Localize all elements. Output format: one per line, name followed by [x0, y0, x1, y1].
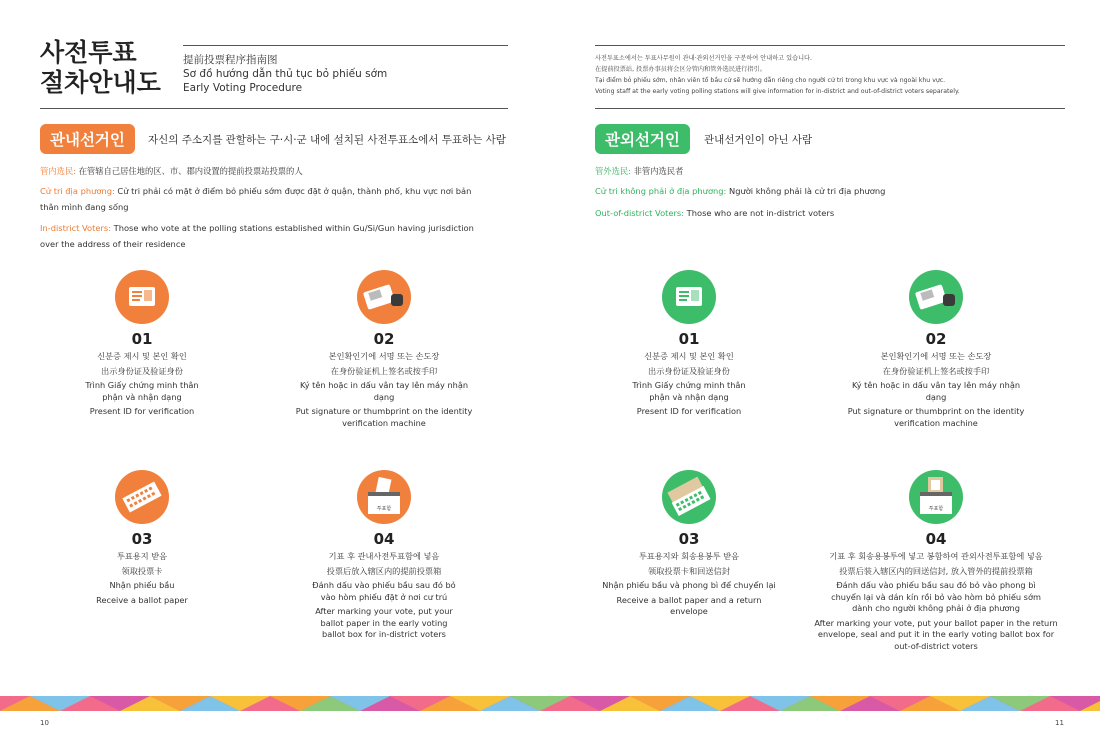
definition-text: Those who vote at the polling stations established within Gu/Si/Gun having jurisdiction over the address of their residence: [40, 223, 474, 249]
step-03: [589, 470, 789, 618]
notes-bottom-rule: [595, 108, 1065, 109]
step-chinese: 领取投票卡: [121, 565, 163, 576]
header-bottom-rule: [40, 108, 508, 109]
step-number: 01: [678, 330, 700, 348]
step-04: [284, 470, 484, 641]
step-03: [42, 470, 242, 606]
definition-chinese: [40, 163, 510, 179]
fingerprint-scanner-icon: [909, 270, 963, 324]
step-korean: 투표용지 받음: [116, 551, 168, 561]
page-title: 사전투표 절차안내도: [40, 38, 161, 97]
step-vietnamese: Trình Giấy chứng minh thân phận và nhận dạng: [632, 380, 746, 402]
definition-chinese: [595, 163, 1065, 179]
step-chinese: 出示身份证及验证身份: [648, 365, 730, 376]
definition-text: Người không phải là cử tri địa phương: [726, 186, 886, 196]
step-chinese: 在身份验证机上签名或按手印: [330, 365, 438, 376]
ballot-box-label: 투표함: [376, 506, 392, 512]
definition-term: Cử tri địa phương:: [40, 186, 115, 196]
definition-term: 管内选民:: [40, 166, 76, 176]
step-chinese: 出示身份证及验证身份: [101, 365, 183, 376]
step-korean: 기표 후 회송용봉투에 넣고 봉함하여 관외사전투표함에 넣음: [829, 551, 1043, 561]
note-vietnamese: Tại điểm bỏ phiếu sớm, nhân viên tổ bầu cử sẽ hướng dẫn riêng cho người cử tri trong khu vực và ngoài khu vực.: [595, 77, 946, 84]
step-02: [836, 270, 1036, 429]
ballot-box-icon: [357, 470, 411, 524]
subtitle-block: [183, 53, 387, 95]
step-english: Receive a ballot paper: [96, 594, 188, 605]
step-korean: 신분증 제시 및 본인 확인: [97, 351, 187, 361]
id-card-icon: [115, 270, 169, 324]
step-chinese: 投票后装入辖区内的回送信封, 放入管外的提前投票箱: [839, 565, 1033, 576]
step-vietnamese: Đánh dấu vào phiếu bầu sau đó bỏ vào hòm phiếu đặt ở nơi cư trú: [312, 580, 456, 602]
subtitle-vietnamese: Sơ đồ hướng dẫn thủ tục bỏ phiếu sớm: [183, 68, 388, 80]
definition-text: 在管辖自己居住地的区、市、郡内设置的提前投票站投票的人: [75, 166, 303, 176]
definition-term: 管外选民:: [595, 166, 631, 176]
step-vietnamese: Trình Giấy chứng minh thân phận và nhận dạng: [85, 380, 199, 402]
note-chinese: 在提前投票站, 投票办事员将会区分管内和管外选民进行指引。: [595, 66, 766, 73]
step-korean: 본인확인기에 서명 또는 손도장: [880, 351, 992, 361]
definition-english: [595, 205, 1065, 221]
step-english: Receive a ballot paper and a return envelope: [616, 594, 762, 616]
ballot-paper-icon: [115, 470, 169, 524]
step-01: [589, 270, 789, 418]
id-card-icon: [662, 270, 716, 324]
ballot-box-envelope-icon: [909, 470, 963, 524]
step-english: Present ID for verification: [636, 406, 742, 416]
definition-english: [40, 220, 480, 252]
step-english: After marking your vote, put your ballot paper in the return envelope, seal and put it in the early voting ballot box for out-of-district voters: [814, 617, 1058, 651]
step-english: Put signature or thumbprint on the identity verification machine: [295, 406, 473, 428]
step-vietnamese: Ký tên hoặc in dấu vân tay lên máy nhận dạng: [851, 380, 1021, 402]
page-number: 11: [1055, 719, 1064, 727]
note-korean: 사전투표소에서는 투표사무원이 관내·관외선거인을 구분하여 안내하고 있습니다.: [595, 55, 812, 62]
header-top-rule: [183, 45, 508, 46]
step-number: 02: [373, 330, 395, 348]
step-02: [284, 270, 484, 429]
step-chinese: 投票后放入辖区内的提前投票箱: [326, 565, 442, 576]
note-english: Voting staff at the early voting polling stations will give information for in-district and out-of-district voters separately.: [595, 88, 960, 95]
step-korean: 신분증 제시 및 본인 확인: [644, 351, 734, 361]
step-english: After marking your vote, put your ballot paper in the early voting ballot box for in-district voters: [315, 606, 453, 639]
definition-vietnamese: [40, 183, 480, 215]
step-vietnamese: Đánh dấu vào phiếu bầu sau đó bỏ vào phong bì chuyển lại và dán kín rồi bỏ vào hòm bỏ phiếu sớm dành cho người không phải ở địa phương: [831, 580, 1041, 613]
fingerprint-scanner-icon: [357, 270, 411, 324]
subtitle-english: Early Voting Procedure: [183, 82, 303, 94]
step-vietnamese: Ký tên hoặc in dấu vân tay lên máy nhận dạng: [299, 380, 469, 402]
step-english: Put signature or thumbprint on the identity verification machine: [847, 406, 1025, 428]
step-chinese: 领取投票卡和回送信封: [648, 565, 730, 576]
definition-text: Cử tri phải có mặt ở điểm bỏ phiếu sớm được đặt ở quận, thành phố, khu vực nơi bản thân mình đang sống: [40, 186, 472, 212]
step-number: 04: [373, 530, 395, 548]
step-korean: 투표용지와 회송용봉투 받음: [638, 551, 740, 561]
step-english: Present ID for verification: [89, 406, 195, 416]
definition-text: 非管内选民者: [630, 166, 684, 176]
ballot-envelope-icon: [662, 470, 716, 524]
in-district-badge: 관내선거인: [40, 124, 135, 154]
step-number: 02: [925, 330, 947, 348]
step-number: 01: [131, 330, 153, 348]
step-vietnamese: Nhận phiếu bầu và phong bì để chuyển lại: [602, 580, 776, 590]
definition-term: In-district Voters:: [40, 223, 112, 233]
subtitle-chinese: 提前投票程序指南图: [183, 54, 278, 66]
ballot-box-label: 투표함: [928, 506, 944, 512]
in-district-description: 자신의 주소지를 관할하는 구·시·군 내에 설치된 사전투표소에서 투표하는 사람: [148, 134, 506, 146]
step-04: [811, 470, 1061, 652]
step-number: 04: [925, 530, 947, 548]
definition-term: Out-of-district Voters:: [595, 208, 685, 218]
step-vietnamese: Nhận phiếu bầu: [109, 580, 175, 590]
notes-top-rule: [595, 45, 1065, 46]
page-number: 10: [40, 719, 49, 727]
notes-block: [595, 53, 1065, 97]
out-of-district-description: 관내선거인이 아닌 사람: [704, 134, 813, 146]
step-01: [42, 270, 242, 418]
definition-text: Those who are not in-district voters: [684, 208, 835, 218]
step-number: 03: [131, 530, 153, 548]
step-number: 03: [678, 530, 700, 548]
definition-vietnamese: [595, 183, 1065, 199]
step-chinese: 在身份验证机上签名或按手印: [882, 365, 990, 376]
step-korean: 본인확인기에 서명 또는 손도장: [328, 351, 440, 361]
decorative-stripe: [0, 696, 1100, 711]
definition-term: Cử tri không phải ở địa phương:: [595, 186, 727, 196]
out-of-district-badge: 관외선거인: [595, 124, 690, 154]
step-korean: 기표 후 관내사전투표함에 넣음: [328, 551, 440, 561]
